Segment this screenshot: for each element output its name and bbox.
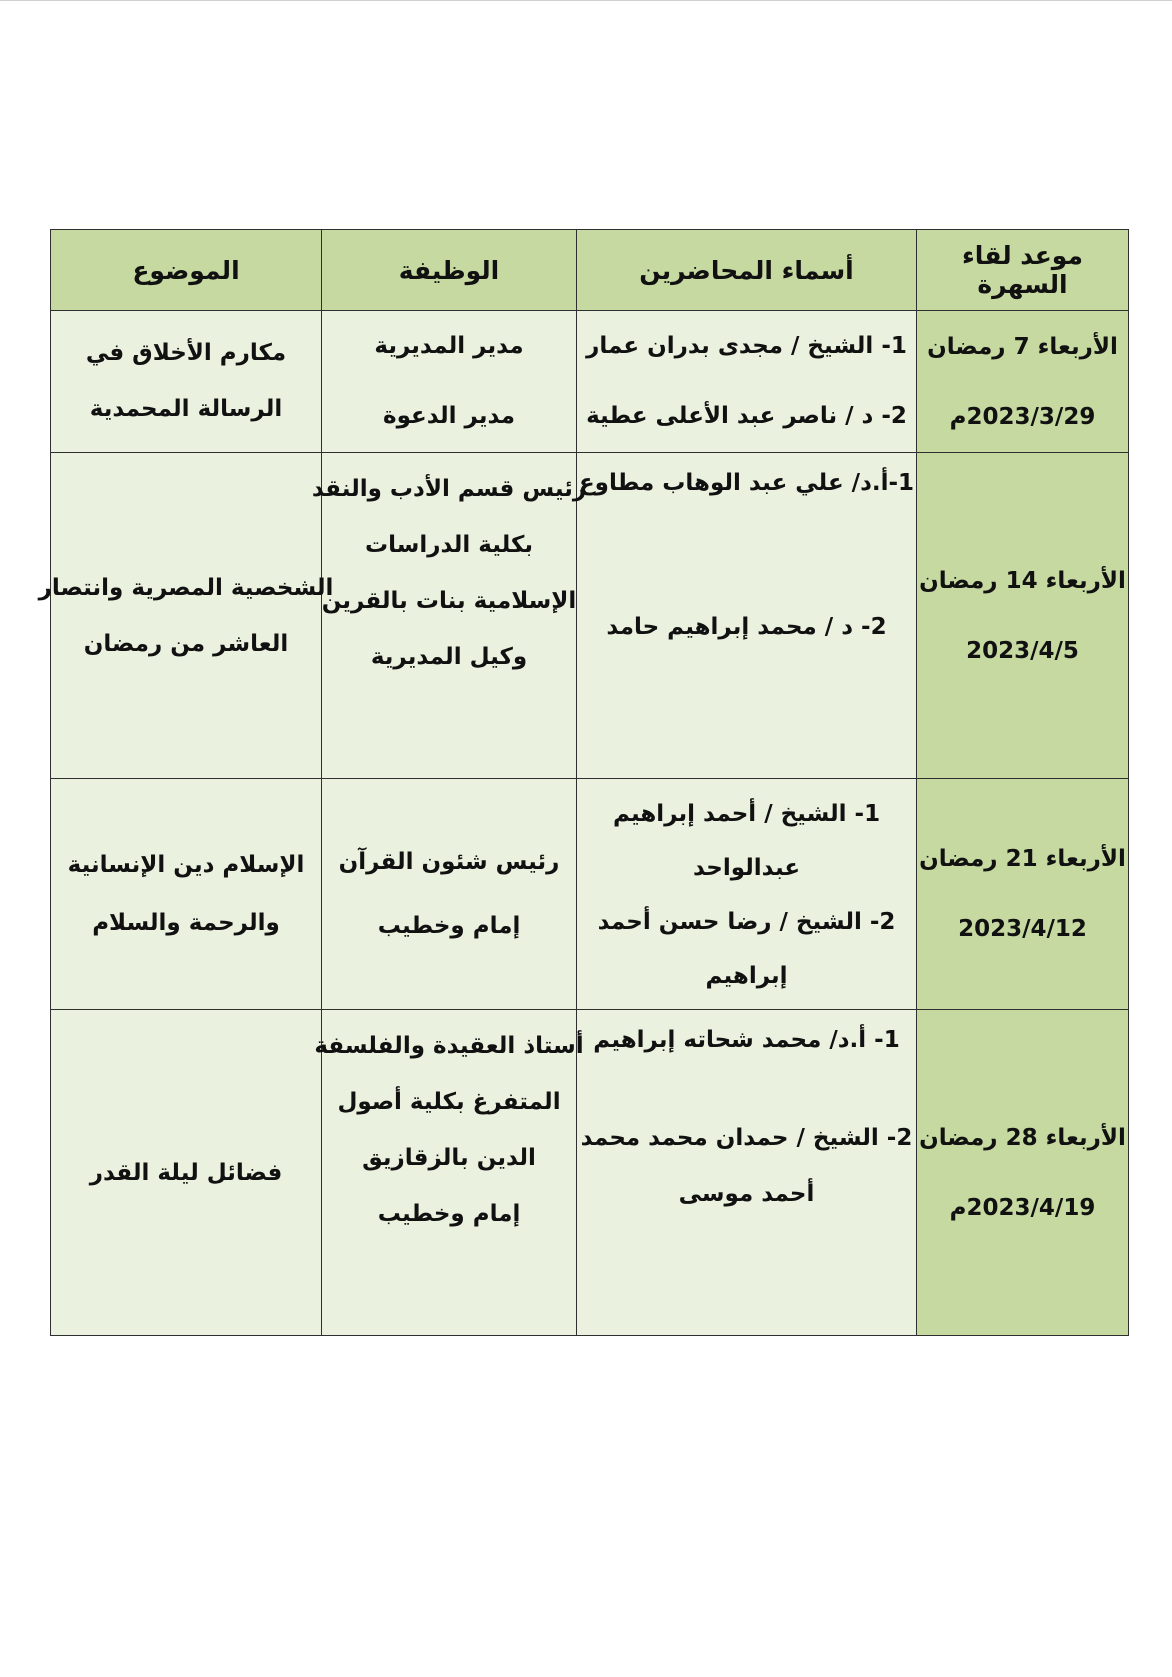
date-gregorian: 2023/3/29م [949, 403, 1096, 430]
table-row [51, 779, 1129, 1010]
lecturer-line: إبراهيم [705, 963, 788, 989]
lecturer-line: 1- الشيخ / مجدى بدران عمار [586, 333, 907, 359]
job-line: مدير الدعوة [383, 403, 515, 429]
topic-cell [38, 453, 334, 779]
lecturer-line: 2- د / محمد إبراهيم حامد [606, 614, 887, 640]
job-line: رئيس شئون القرآن [338, 849, 560, 875]
lecturer-line: 1-أ.د/ علي عبد الوهاب مطاوع [578, 470, 915, 496]
job-line: رئيس قسم الأدب والنقد [311, 476, 587, 502]
topic-line: العاشر من رمضان [83, 630, 289, 657]
lecturer-line: 1- أ.د/ محمد شحاته إبراهيم [593, 1027, 900, 1053]
page-top-rule [0, 0, 1172, 1]
lecturers-cell [577, 311, 917, 453]
lecturer-line: عبدالواحد [692, 855, 801, 881]
date-cell [917, 1010, 1129, 1336]
topic-line: الإسلام دين الإنسانية [67, 852, 305, 878]
topic-cell [51, 1010, 322, 1336]
job-cell [311, 453, 587, 779]
date-cell [917, 453, 1129, 779]
lecturers-cell [577, 1010, 917, 1336]
topic-line: والرحمة والسلام [92, 910, 280, 936]
job-line: الدين بالزقازيق [362, 1145, 536, 1171]
topic-line: الشخصية المصرية وانتصار [38, 574, 334, 601]
job-line: إمام وخطيب [377, 913, 521, 939]
job-line: وكيل المديرية [370, 644, 528, 670]
table-row [51, 1010, 1129, 1336]
table-row [51, 311, 1129, 453]
date-cell [917, 779, 1129, 1010]
ramadan-evening-schedule-table [38, 229, 1129, 1336]
date-day: الأربعاء 7 رمضان [927, 333, 1118, 360]
topic-line: الرسالة المحمدية [89, 396, 283, 422]
lecturer-line: 1- الشيخ / أحمد إبراهيم [612, 801, 881, 827]
topic-cell [51, 779, 322, 1010]
topic-line: فضائل ليلة القدر [89, 1159, 283, 1186]
topic-cell [51, 311, 322, 453]
lecturer-line: 2- د / ناصر عبد الأعلى عطية [586, 403, 907, 429]
table-row [51, 453, 1129, 779]
job-cell [322, 779, 577, 1010]
table-header-row [51, 230, 1129, 311]
header-lecturers: أسماء المحاضرين [577, 230, 917, 311]
date-day: الأربعاء 28 رمضان [919, 1124, 1126, 1151]
date-gregorian: 2023/4/12 [958, 916, 1087, 942]
lecturer-line: 2- الشيخ / رضا حسن أحمد [597, 909, 896, 935]
lecturer-line: 2- الشيخ / حمدان محمد محمد [580, 1125, 913, 1151]
header-date: موعد لقاء السهرة [917, 230, 1129, 311]
date-cell [917, 311, 1129, 453]
job-line: الإسلامية بنات بالقرين [321, 588, 577, 614]
header-topic: الموضوع [51, 230, 322, 311]
job-cell [314, 1010, 584, 1336]
date-day: الأربعاء 21 رمضان [919, 846, 1126, 872]
job-line: مدير المديرية [374, 333, 524, 359]
job-line: بكلية الدراسات [364, 532, 534, 558]
job-line: أستاذ العقيدة والفلسفة [314, 1033, 584, 1059]
lecturers-cell [577, 453, 917, 779]
header-job: الوظيفة [322, 230, 577, 311]
lecturer-line: أحمد موسى [678, 1181, 815, 1207]
job-line: إمام وخطيب [377, 1201, 521, 1227]
date-gregorian: 2023/4/19م [949, 1194, 1096, 1221]
date-day: الأربعاء 14 رمضان [919, 567, 1126, 594]
job-line: المتفرغ بكلية أصول [337, 1089, 561, 1115]
lecturers-cell [577, 779, 917, 1010]
topic-line: مكارم الأخلاق في [85, 340, 287, 366]
job-cell [322, 311, 577, 453]
date-gregorian: 2023/4/5 [966, 637, 1079, 664]
